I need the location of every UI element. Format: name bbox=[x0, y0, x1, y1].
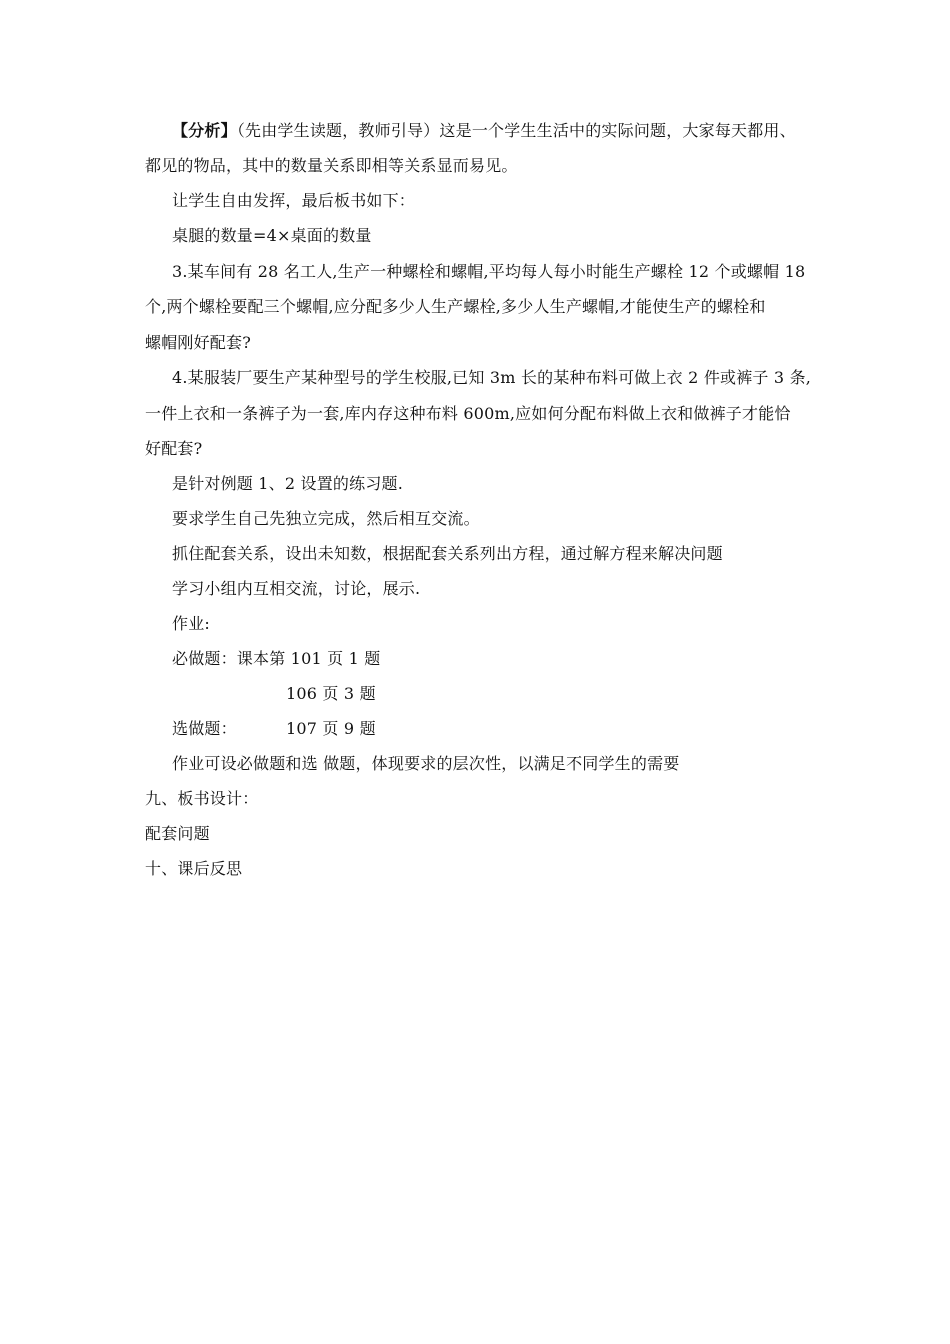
problem-4-line-3: 好配套? bbox=[145, 439, 203, 458]
problem-3-line-1: 3.某车间有 28 名工人,生产一种螺栓和螺帽,平均每人每小时能生产螺栓 12 个或螺帽 18 bbox=[172, 262, 806, 281]
homework-note: 作业可设必做题和选 做题，体现要求的层次性，以满足不同学生的需要 bbox=[172, 754, 680, 773]
homework-title: 作业: bbox=[172, 614, 210, 633]
section-9-heading: 九、板书设计： bbox=[145, 789, 259, 808]
analysis-label: 【分析】 bbox=[172, 121, 237, 140]
analysis-line-2: 都见的物品，其中的数量关系即相等关系显而易见。 bbox=[145, 156, 518, 175]
problem-4-line-1: 4.某服装厂要生产某种型号的学生校服,已知 3m 长的某种布料可做上衣 2 件或裤子 3 条, bbox=[172, 368, 812, 387]
note-line: 要求学生自己先独立完成，然后相互交流。 bbox=[172, 509, 480, 528]
note-line: 抓住配套关系，设出未知数，根据配套关系列出方程，通过解方程来解决问题 bbox=[172, 544, 723, 563]
problem-3-line-2: 个,两个螺栓要配三个螺帽,应分配多少人生产螺栓,多少人生产螺帽,才能使生产的螺栓和 bbox=[145, 297, 766, 316]
let-students-text: 让学生自由发挥，最后板书如下： bbox=[172, 191, 416, 210]
problem-4-line-2: 一件上衣和一条裤子为一套,库内存这种布料 600m,应如何分配布料做上衣和做裤子才能恰 bbox=[145, 404, 791, 423]
homework-required: 必做题：课本第 101 页 1 题 bbox=[172, 649, 381, 668]
analysis-line-1 bbox=[172, 121, 796, 141]
equation-text: 桌腿的数量=4×桌面的数量 bbox=[172, 226, 372, 245]
note-line: 是针对例题 1、2 设置的练习题. bbox=[172, 474, 404, 493]
homework-required-line-2: 106 页 3 题 bbox=[286, 684, 376, 703]
board-title: 配套问题 bbox=[145, 824, 210, 843]
homework-optional-value: 107 页 9 题 bbox=[286, 719, 376, 738]
note-line: 学习小组内互相交流，讨论，展示. bbox=[172, 579, 421, 598]
section-10-heading: 十、课后反思 bbox=[145, 859, 243, 878]
problem-3-line-3: 螺帽刚好配套? bbox=[145, 333, 251, 352]
analysis-text: （先由学生读题，教师引导）这是一个学生生活中的实际问题，大家每天都用、 bbox=[236, 121, 796, 140]
homework-optional-label: 选做题： bbox=[172, 719, 237, 738]
